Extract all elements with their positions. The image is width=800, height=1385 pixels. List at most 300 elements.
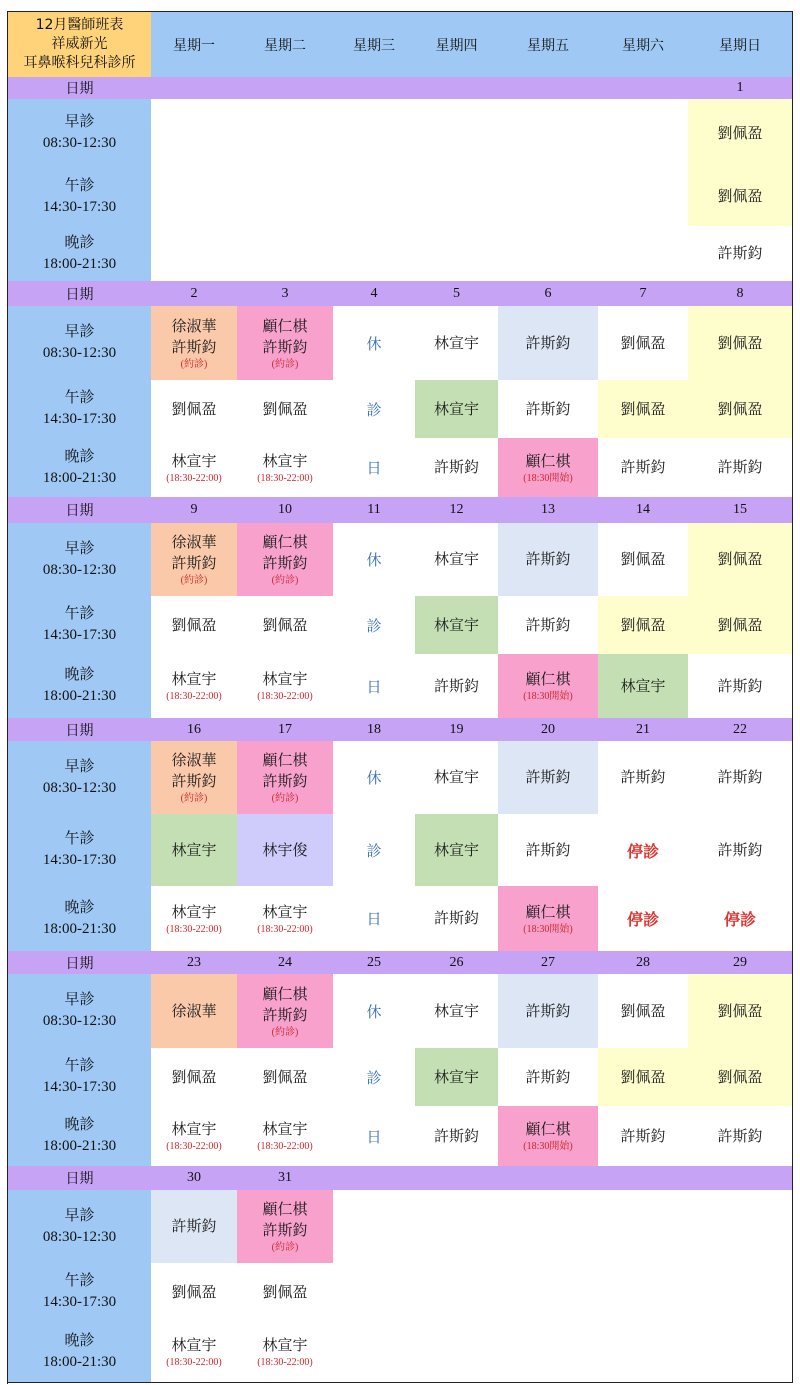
shift-note: (18:30開始) xyxy=(523,472,573,484)
shift-note: (約診) xyxy=(271,793,299,804)
date-cell xyxy=(237,497,334,524)
schedule-cell xyxy=(333,654,416,719)
shift-time: 18:00-21:30 xyxy=(42,255,117,272)
doctor-name: 許斯鈞 xyxy=(525,840,571,859)
doctor-name: 許斯鈞 xyxy=(433,1126,479,1145)
shift-time: 14:30-17:30 xyxy=(42,1294,117,1310)
doctor-name: 劉佩盈 xyxy=(620,1067,666,1086)
schedule-title xyxy=(8,12,152,78)
shift-note: (18:30開始) xyxy=(523,1141,573,1152)
date-number: 18 xyxy=(367,721,381,737)
doctor-name: 劉佩盈 xyxy=(620,615,666,634)
doctor-name: 許斯鈞 xyxy=(525,399,571,418)
shift-note: (約診) xyxy=(271,1026,299,1038)
schedule-cell xyxy=(598,1263,689,1322)
schedule-cell xyxy=(333,380,416,439)
date-cell xyxy=(598,497,689,524)
schedule-cell xyxy=(598,438,689,498)
doctor-name: 顧仁棋 xyxy=(525,451,571,470)
weekday-header xyxy=(237,12,334,78)
shift-label xyxy=(8,306,152,381)
date-number: 5 xyxy=(453,285,460,301)
schedule-cell xyxy=(151,438,238,498)
doctor-name: 許斯鈞 xyxy=(262,337,308,356)
holiday-mark: 休 xyxy=(366,334,382,353)
date-number: 11 xyxy=(367,502,381,517)
date-cell xyxy=(415,1166,499,1191)
doctor-name: 林宣宇 xyxy=(262,1335,308,1354)
shift-name: 晚診 xyxy=(64,667,95,683)
schedule-cell xyxy=(688,1048,793,1107)
schedule-cell xyxy=(151,167,238,227)
shift-time: 18:00-21:30 xyxy=(42,1138,117,1154)
date-cell xyxy=(598,281,689,307)
weekday-header xyxy=(598,12,689,78)
schedule-cell xyxy=(151,814,238,887)
schedule-cell xyxy=(237,814,334,887)
doctor-name: 許斯鈞 xyxy=(525,1001,571,1020)
date-cell xyxy=(415,951,499,975)
date-number: 4 xyxy=(370,285,378,301)
schedule-cell xyxy=(498,167,599,227)
shift-note: (18:30-22:00) xyxy=(166,923,222,935)
shift-name: 早診 xyxy=(64,992,95,1008)
date-number: 17 xyxy=(278,721,292,737)
schedule-cell xyxy=(688,654,793,719)
schedule-cell xyxy=(415,886,499,952)
schedule-cell xyxy=(151,1190,238,1264)
date-label: 日期 xyxy=(65,504,94,519)
schedule-cell xyxy=(415,523,499,597)
doctor-name: 劉佩盈 xyxy=(171,1282,217,1301)
holiday-mark: 日 xyxy=(366,677,382,696)
shift-label xyxy=(8,523,152,597)
doctor-name: 許斯鈞 xyxy=(620,1126,666,1145)
doctor-name: 林宣宇 xyxy=(433,550,479,568)
schedule-cell xyxy=(237,438,334,498)
date-number: 2 xyxy=(190,285,198,301)
shift-note: (18:30-22:00) xyxy=(257,691,313,702)
shift-time: 08:30-12:30 xyxy=(42,1228,117,1245)
holiday-mark: 日 xyxy=(366,910,382,928)
doctor-name: 許斯鈞 xyxy=(433,458,479,476)
doctor-name: 徐淑華 xyxy=(171,316,217,335)
date-number: 23 xyxy=(187,954,201,970)
date-number: 8 xyxy=(736,285,744,301)
schedule-cell xyxy=(598,306,689,381)
schedule-cell xyxy=(151,1106,238,1167)
doctor-name: 許斯鈞 xyxy=(717,244,763,262)
date-cell xyxy=(688,1166,793,1191)
doctor-name: 顧仁棋 xyxy=(262,533,308,551)
date-number: 9 xyxy=(190,502,198,517)
doctor-name: 劉佩盈 xyxy=(620,1001,666,1020)
doctor-name: 許斯鈞 xyxy=(525,550,571,568)
schedule-cell xyxy=(415,596,499,655)
date-number: 26 xyxy=(449,954,464,970)
doctor-name: 徐淑華 xyxy=(171,1001,217,1020)
schedule-cell xyxy=(498,814,599,887)
schedule-cell xyxy=(237,523,334,597)
doctor-name: 劉佩盈 xyxy=(717,615,763,634)
doctor-name: 許斯鈞 xyxy=(262,554,308,572)
schedule-cell xyxy=(237,1321,334,1383)
doctor-name: 劉佩盈 xyxy=(620,333,666,352)
holiday-mark: 診 xyxy=(366,400,382,419)
schedule-cell xyxy=(688,99,793,168)
weekday-header xyxy=(333,12,416,78)
doctor-name: 許斯鈞 xyxy=(525,333,571,352)
schedule-cell xyxy=(237,1048,334,1107)
date-cell xyxy=(498,281,599,307)
schedule-cell xyxy=(415,306,499,381)
shift-note: (18:30-22:00) xyxy=(257,1356,313,1368)
shift-time: 14:30-17:30 xyxy=(42,411,117,427)
closed-mark: 停診 xyxy=(723,910,756,929)
doctor-name: 許斯鈞 xyxy=(717,1126,763,1145)
schedule-cell xyxy=(333,1321,416,1383)
weekday-label: 星期日 xyxy=(719,37,761,54)
shift-label xyxy=(8,1263,152,1322)
shift-note: (約診) xyxy=(271,1242,299,1253)
schedule-cell xyxy=(598,814,689,887)
shift-label xyxy=(8,167,152,227)
schedule-cell xyxy=(333,1263,416,1322)
doctor-name: 劉佩盈 xyxy=(717,1001,763,1020)
schedule-cell xyxy=(415,1263,499,1322)
date-cell xyxy=(688,497,793,524)
doctor-name: 劉佩盈 xyxy=(171,615,217,634)
shift-name: 晚診 xyxy=(64,448,95,465)
weekday-header xyxy=(415,12,499,78)
date-number: 24 xyxy=(278,954,292,970)
shift-name: 早診 xyxy=(64,114,95,130)
doctor-name: 許斯鈞 xyxy=(262,772,308,790)
date-label: 日期 xyxy=(65,287,94,303)
shift-label xyxy=(8,226,152,282)
schedule-cell xyxy=(498,306,599,381)
doctor-name: 林宣宇 xyxy=(262,902,308,921)
date-label: 日期 xyxy=(65,956,94,972)
schedule-cell xyxy=(237,974,334,1049)
schedule-cell xyxy=(688,167,793,227)
date-cell xyxy=(498,951,599,975)
schedule-cell xyxy=(333,974,416,1049)
schedule-cell xyxy=(598,596,689,655)
schedule-cell xyxy=(237,886,334,952)
shift-label xyxy=(8,1190,152,1264)
shift-time: 08:30-12:30 xyxy=(42,345,117,361)
weekday-header xyxy=(498,12,599,78)
weekday-label: 星期六 xyxy=(622,37,664,54)
schedule-cell xyxy=(598,1048,689,1107)
shift-note: (18:30開始) xyxy=(523,923,573,935)
doctor-name: 顧仁棋 xyxy=(262,984,308,1003)
schedule-cell xyxy=(688,1263,793,1322)
date-cell xyxy=(151,77,238,100)
date-number: 20 xyxy=(541,721,555,737)
schedule-cell xyxy=(333,99,416,168)
schedule-cell xyxy=(598,1321,689,1383)
schedule-cell xyxy=(333,438,416,498)
date-number: 21 xyxy=(636,721,650,737)
doctor-name: 許斯鈞 xyxy=(171,337,217,356)
date-cell xyxy=(237,951,334,975)
doctor-name: 林宣宇 xyxy=(171,902,217,921)
shift-time: 08:30-12:30 xyxy=(42,561,117,578)
schedule-cell xyxy=(151,1321,238,1383)
doctor-name: 劉佩盈 xyxy=(171,399,217,418)
doctor-name: 顧仁棋 xyxy=(525,902,571,921)
schedule-cell xyxy=(598,974,689,1049)
shift-time: 08:30-12:30 xyxy=(42,779,117,796)
date-row-label xyxy=(8,281,152,307)
schedule-cell xyxy=(688,886,793,952)
doctor-name: 林宣宇 xyxy=(433,768,479,786)
shift-label xyxy=(8,741,152,815)
schedule-cell xyxy=(688,1190,793,1264)
shift-label xyxy=(8,974,152,1049)
schedule-cell xyxy=(688,741,793,815)
doctor-name: 許斯鈞 xyxy=(262,1005,308,1024)
schedule-cell xyxy=(688,380,793,439)
doctor-name: 林宣宇 xyxy=(171,1335,217,1354)
schedule-cell xyxy=(333,741,416,815)
weekday-label: 星期一 xyxy=(173,37,215,54)
shift-note: (18:30開始) xyxy=(523,691,573,702)
doctor-name: 劉佩盈 xyxy=(262,1067,308,1086)
shift-label xyxy=(8,1106,152,1167)
doctor-name: 林宣宇 xyxy=(262,670,308,688)
schedule-cell xyxy=(688,523,793,597)
shift-label xyxy=(8,886,152,952)
shift-note: (18:30-22:00) xyxy=(257,923,313,935)
shift-time: 08:30-12:30 xyxy=(42,135,117,151)
date-cell xyxy=(688,281,793,307)
shift-note: (約診) xyxy=(180,358,208,370)
schedule-cell xyxy=(498,438,599,498)
schedule-cell xyxy=(498,1190,599,1264)
doctor-name: 顧仁棋 xyxy=(525,1120,571,1138)
title-line: 祥威新光 xyxy=(51,36,108,52)
doctor-name: 林宣宇 xyxy=(262,451,308,470)
doctor-name: 許斯鈞 xyxy=(525,768,571,786)
schedule-cell xyxy=(151,741,238,815)
schedule-cell xyxy=(415,167,499,227)
shift-label xyxy=(8,814,152,887)
date-number: 13 xyxy=(541,502,555,517)
doctor-name: 顧仁棋 xyxy=(262,1200,308,1218)
shift-note: (約診) xyxy=(180,575,208,586)
shift-name: 午診 xyxy=(64,1058,95,1074)
schedule-cell xyxy=(415,226,499,282)
schedule-cell xyxy=(237,741,334,815)
doctor-name: 劉佩盈 xyxy=(262,399,308,418)
schedule-cell xyxy=(151,226,238,282)
schedule-cell xyxy=(237,380,334,439)
schedule-cell xyxy=(237,1190,334,1264)
schedule-cell xyxy=(688,438,793,498)
date-number: 7 xyxy=(639,285,647,301)
schedule-cell xyxy=(688,814,793,887)
doctor-name: 林宣宇 xyxy=(262,1120,308,1138)
shift-name: 晚診 xyxy=(64,899,95,916)
date-cell xyxy=(498,718,599,742)
schedule-cell xyxy=(237,1263,334,1322)
doctor-name: 林宣宇 xyxy=(433,399,479,418)
date-row-label xyxy=(8,77,152,100)
shift-note: (18:30-22:00) xyxy=(166,691,222,702)
shift-name: 早診 xyxy=(64,540,95,557)
date-cell xyxy=(333,281,416,307)
date-cell xyxy=(415,77,499,100)
doctor-name: 許斯鈞 xyxy=(433,676,479,695)
schedule-cell xyxy=(333,814,416,887)
shift-name: 午診 xyxy=(64,390,95,406)
schedule-cell xyxy=(498,654,599,719)
title-line: 耳鼻喉科兒科診所 xyxy=(23,55,136,71)
doctor-name: 劉佩盈 xyxy=(717,399,763,418)
shift-note: (18:30-22:00) xyxy=(166,472,222,484)
schedule-cell xyxy=(415,438,499,498)
holiday-mark: 休 xyxy=(366,1002,382,1021)
schedule-cell xyxy=(498,974,599,1049)
doctor-name: 林宣宇 xyxy=(171,840,217,859)
date-cell xyxy=(598,951,689,975)
date-number: 25 xyxy=(367,954,381,970)
date-cell xyxy=(498,1166,599,1191)
schedule-cell xyxy=(415,1321,499,1383)
shift-note: (18:30-22:00) xyxy=(257,472,313,484)
schedule-cell xyxy=(151,523,238,597)
schedule-cell xyxy=(237,167,334,227)
shift-time: 18:00-21:30 xyxy=(42,688,117,704)
schedule-cell xyxy=(598,380,689,439)
shift-label xyxy=(8,380,152,439)
holiday-mark: 日 xyxy=(366,459,382,477)
schedule-cell xyxy=(498,380,599,439)
schedule-cell xyxy=(598,1106,689,1167)
shift-time: 18:00-21:30 xyxy=(42,1353,117,1370)
schedule-cell xyxy=(415,380,499,439)
date-cell xyxy=(151,1166,238,1191)
date-cell xyxy=(415,497,499,524)
doctor-name: 林宣宇 xyxy=(171,1120,217,1138)
date-cell xyxy=(151,281,238,307)
shift-time: 08:30-12:30 xyxy=(42,1013,117,1029)
date-cell xyxy=(237,718,334,742)
doctor-name: 許斯鈞 xyxy=(433,909,479,927)
holiday-mark: 診 xyxy=(366,841,382,860)
schedule-cell xyxy=(598,167,689,227)
weekday-label: 星期四 xyxy=(435,37,478,54)
schedule-cell xyxy=(237,654,334,719)
weekday-label: 星期三 xyxy=(353,37,395,54)
date-label: 日期 xyxy=(65,82,94,97)
schedule-cell xyxy=(151,1263,238,1322)
weekday-label: 星期二 xyxy=(264,37,306,54)
doctor-name: 劉佩盈 xyxy=(717,123,763,142)
schedule-cell xyxy=(333,226,416,282)
schedule-cell xyxy=(151,99,238,168)
schedule-cell xyxy=(498,741,599,815)
shift-time: 14:30-17:30 xyxy=(42,627,117,643)
doctor-name: 林宣宇 xyxy=(433,1067,479,1086)
schedule-cell xyxy=(598,886,689,952)
schedule-cell xyxy=(333,596,416,655)
holiday-mark: 休 xyxy=(366,551,382,569)
schedule-cell xyxy=(415,814,499,887)
schedule-cell xyxy=(688,1321,793,1383)
shift-label xyxy=(8,596,152,655)
date-cell xyxy=(688,77,793,100)
doctor-name: 許斯鈞 xyxy=(717,840,763,859)
date-row-label xyxy=(8,497,152,524)
doctor-name: 許斯鈞 xyxy=(717,676,763,695)
schedule-cell xyxy=(598,523,689,597)
date-cell xyxy=(151,951,238,975)
schedule-cell xyxy=(598,99,689,168)
date-cell xyxy=(237,1166,334,1191)
schedule-cell xyxy=(415,741,499,815)
schedule-cell xyxy=(415,1048,499,1107)
doctor-name: 劉佩盈 xyxy=(262,615,308,634)
date-cell xyxy=(688,718,793,742)
date-cell xyxy=(333,77,416,100)
date-number: 19 xyxy=(449,721,464,737)
schedule-cell xyxy=(498,1263,599,1322)
date-number: 30 xyxy=(187,1170,201,1185)
doctor-name: 許斯鈞 xyxy=(717,458,763,476)
date-number: 10 xyxy=(278,502,292,517)
shift-time: 14:30-17:30 xyxy=(42,852,117,868)
shift-time: 18:00-21:30 xyxy=(42,920,117,937)
doctor-name: 劉佩盈 xyxy=(717,550,763,568)
doctor-name: 劉佩盈 xyxy=(717,187,763,205)
date-cell xyxy=(498,497,599,524)
date-cell xyxy=(333,951,416,975)
date-cell xyxy=(415,718,499,742)
holiday-mark: 診 xyxy=(366,616,382,635)
doctor-name: 林宣宇 xyxy=(433,333,479,352)
date-number: 29 xyxy=(733,954,747,970)
schedule-cell xyxy=(688,596,793,655)
schedule-cell xyxy=(498,1048,599,1107)
shift-note: (18:30-22:00) xyxy=(166,1356,222,1368)
doctor-name: 劉佩盈 xyxy=(620,399,666,418)
date-row-label xyxy=(8,1166,152,1191)
shift-name: 晚診 xyxy=(64,1332,95,1349)
schedule-cell xyxy=(498,596,599,655)
shift-note: (18:30-22:00) xyxy=(257,1141,313,1152)
holiday-mark: 日 xyxy=(366,1127,382,1146)
holiday-mark: 休 xyxy=(366,769,382,787)
doctor-name: 劉佩盈 xyxy=(171,1067,217,1086)
doctor-name: 顧仁棋 xyxy=(262,316,308,335)
shift-time: 14:30-17:30 xyxy=(42,1079,117,1095)
schedule-cell xyxy=(151,306,238,381)
shift-label xyxy=(8,438,152,498)
schedule-cell xyxy=(498,99,599,168)
shift-name: 午診 xyxy=(64,606,95,622)
schedule-cell xyxy=(237,1106,334,1167)
shift-name: 晚診 xyxy=(64,1117,95,1133)
schedule-cell xyxy=(237,226,334,282)
doctor-name: 林宣宇 xyxy=(171,670,217,688)
shift-name: 早診 xyxy=(64,324,95,340)
date-number: 27 xyxy=(541,954,555,970)
date-label: 日期 xyxy=(65,723,94,739)
